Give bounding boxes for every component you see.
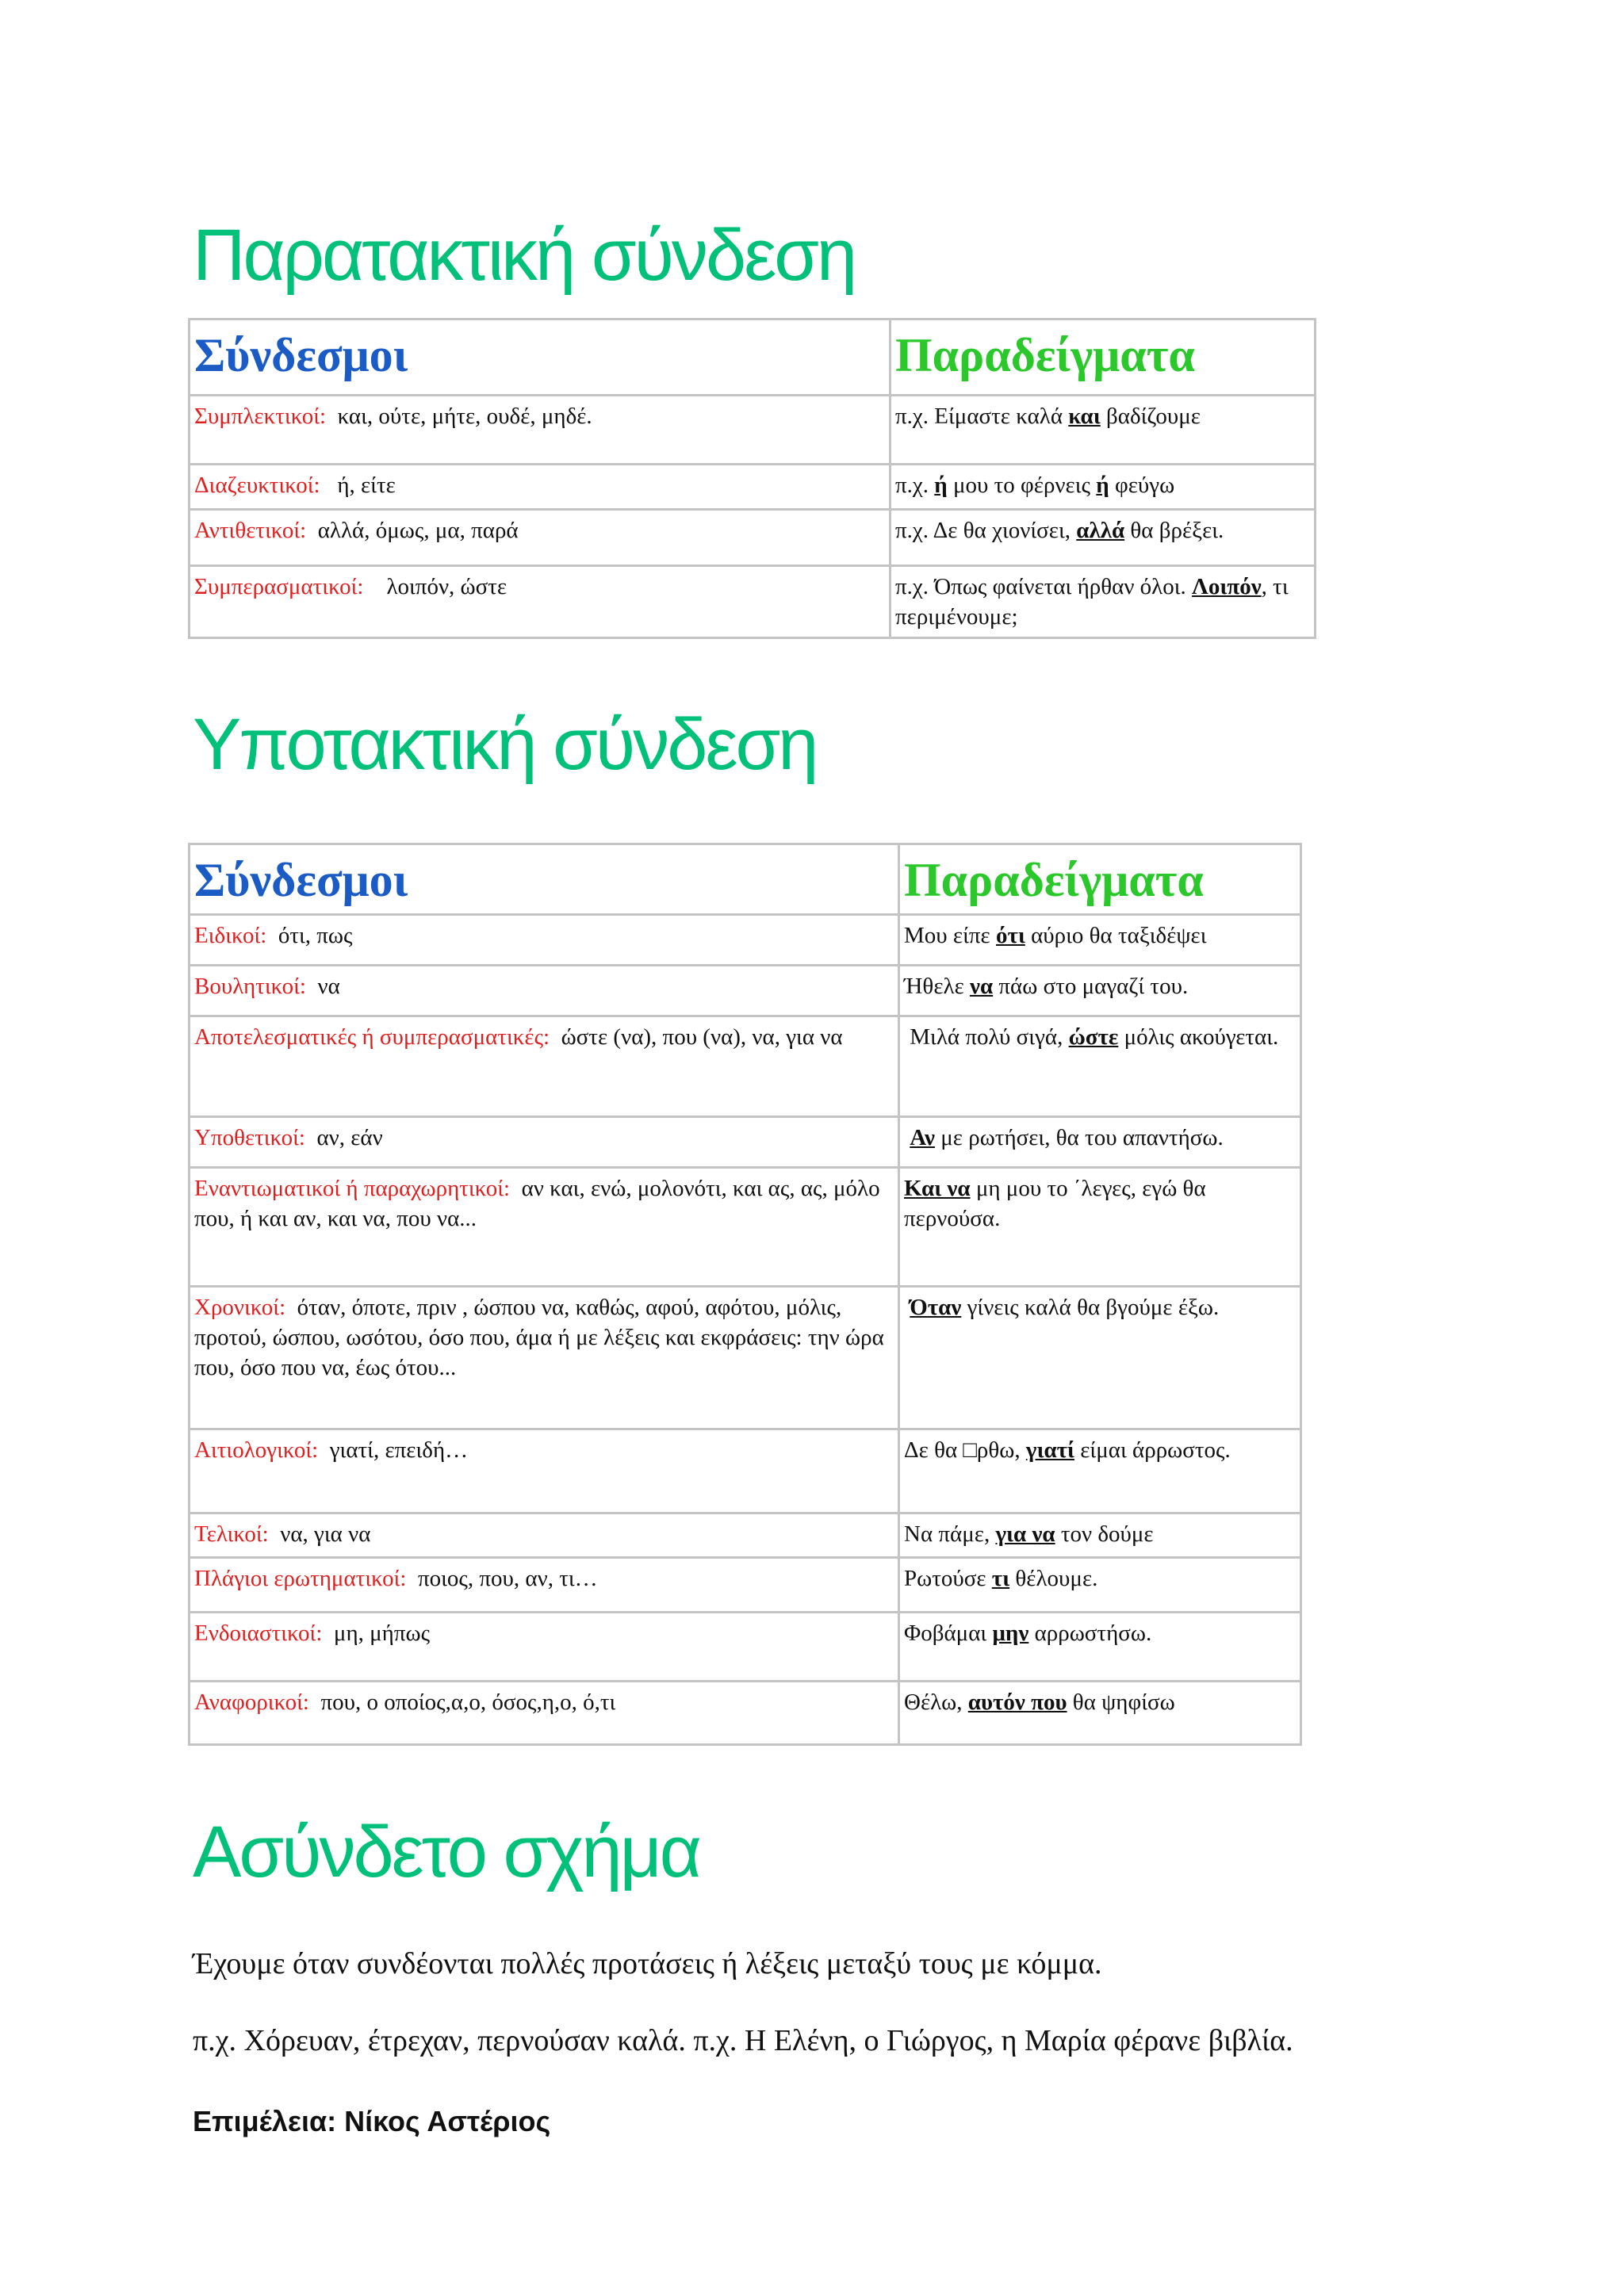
asyndeton-heading: Ασύνδετο σχήμα	[193, 1812, 699, 1892]
example-keyword: Και να	[904, 1176, 971, 1201]
conjunction-cell	[190, 1016, 899, 1117]
example-cell	[899, 1429, 1301, 1513]
header-conjunctions: Σύνδεσμοι	[190, 320, 891, 396]
table-row	[190, 1117, 1301, 1168]
example-keyword: αυτόν που	[967, 1689, 1067, 1715]
table-row	[190, 966, 1301, 1016]
category-label: Υποθετικοί:	[194, 1125, 305, 1150]
table-row	[190, 1682, 1301, 1745]
conjunction-cell	[190, 915, 899, 966]
conjunction-words: αν, εάν	[316, 1125, 383, 1150]
example-text: Μου είπε	[904, 923, 996, 948]
example-cell	[891, 566, 1316, 638]
example-text: γίνεις καλά θα βγούμε έξω.	[961, 1295, 1220, 1320]
example-text: αύριο θα ταξιδέψει	[1025, 923, 1207, 948]
category-label: Τελικοί:	[194, 1521, 269, 1547]
table-row	[190, 510, 1316, 566]
category-label: Εναντιωματικοί ή παραχωρητικοί:	[194, 1176, 511, 1201]
example-cell	[899, 1558, 1301, 1613]
example-text: Να πάμε,	[904, 1521, 996, 1547]
example-cell	[899, 1117, 1301, 1168]
table-row	[190, 1429, 1301, 1513]
conjunction-cell	[190, 1558, 899, 1613]
category-label: Αναφορικοί:	[194, 1689, 309, 1715]
example-cell	[899, 1016, 1301, 1117]
header-examples: Παραδείγματα	[891, 320, 1316, 396]
conjunction-cell	[190, 1682, 899, 1745]
table-header-row	[190, 844, 1301, 915]
example-keyword: ώστε	[1068, 1024, 1119, 1050]
category-label: Χρονικοί:	[194, 1295, 286, 1320]
example-keyword: ότι	[995, 923, 1025, 948]
table-row	[190, 915, 1301, 966]
table-row	[190, 1016, 1301, 1117]
example-text: με ρωτήσει, θα του απαντήσω.	[935, 1125, 1224, 1150]
conjunction-words: όταν, όποτε, πριν , ώσπου να, καθώς, αφού, αφότου, μόλις, προτού, ώσπου, ωσότου, όσο που, άμα ή με λέξεις και εκφράσεις: την ώρα που, όσο που να, έως ότου...	[194, 1295, 884, 1380]
example-text: Μιλά πολύ σιγά,	[910, 1024, 1069, 1050]
conjunction-cell	[190, 465, 891, 510]
example-keyword: ή	[1096, 473, 1109, 498]
example-text: είμαι άρρωστος.	[1074, 1437, 1231, 1463]
conjunction-cell	[190, 1429, 899, 1513]
example-keyword: τι	[991, 1566, 1010, 1591]
example-keyword: Αν	[910, 1125, 935, 1150]
example-text: π.χ. Όπως φαίνεται ήρθαν όλοι.	[895, 574, 1193, 599]
example-cell	[891, 465, 1316, 510]
example-text: βαδίζουμε	[1100, 404, 1201, 429]
example-keyword: αλλά	[1076, 518, 1125, 543]
example-cell	[899, 1682, 1301, 1745]
conjunction-words: ώστε (να), που (να), να, για να	[561, 1024, 843, 1050]
example-text: Ήθελε	[904, 974, 970, 999]
header-conjunctions: Σύνδεσμοι	[190, 844, 899, 915]
example-keyword: να	[970, 974, 994, 999]
conjunction-words: γιατί, επειδή…	[329, 1437, 469, 1463]
conjunction-words: λοιπόν, ώστε	[386, 574, 508, 599]
example-cell	[899, 915, 1301, 966]
asyndeton-definition: Έχουμε όταν συνδέονται πολλές προτάσεις ή λέξεις μεταξύ τους με κόμμα.	[193, 1947, 1102, 1980]
conjunction-words: να	[317, 974, 340, 999]
category-label: Συμπερασματικοί:	[194, 574, 364, 599]
example-keyword: Λοιπόν	[1192, 574, 1262, 599]
conjunction-words: να, για να	[280, 1521, 371, 1547]
example-keyword: μην	[992, 1621, 1029, 1646]
example-cell	[899, 1613, 1301, 1682]
example-keyword: γιατί	[1025, 1437, 1074, 1463]
table-row	[190, 1168, 1301, 1287]
example-text: Δε θα □ρθω,	[904, 1437, 1026, 1463]
category-label: Αιτιολογικοί:	[194, 1437, 319, 1463]
example-text: π.χ. Είμαστε καλά	[895, 404, 1069, 429]
example-text: θα ψηφίσω	[1067, 1689, 1175, 1715]
example-keyword: και	[1068, 404, 1101, 429]
category-label: Ειδικοί:	[194, 923, 267, 948]
conjunction-words: που, ο οποίος,α,ο, όσος,η,ο, ό,τι	[320, 1689, 616, 1715]
example-cell	[899, 1168, 1301, 1287]
example-text: Ρωτούσε	[904, 1566, 992, 1591]
example-text: μου το φέρνεις	[947, 473, 1097, 498]
example-text: π.χ. Δε θα χιονίσει,	[895, 518, 1077, 543]
example-cell	[899, 1287, 1301, 1429]
table-row	[190, 1287, 1301, 1429]
conjunction-words: και, ούτε, μήτε, ουδέ, μηδέ.	[337, 404, 592, 429]
example-keyword: Όταν	[910, 1295, 962, 1320]
conjunction-words: ότι, πως	[278, 923, 353, 948]
example-keyword: για να	[995, 1521, 1055, 1547]
category-label: Ενδοιαστικοί:	[194, 1621, 323, 1646]
example-text: Θέλω,	[904, 1689, 968, 1715]
editor-credit: Επιμέλεια: Νίκος Αστέριος	[193, 2105, 551, 2137]
table-row	[190, 396, 1316, 465]
conjunction-cell	[190, 1287, 899, 1429]
example-text: φεύγω	[1109, 473, 1175, 498]
asyndeton-examples: π.χ. Χόρευαν, έτρεχαν, περνούσαν καλά. π.χ. Η Ελένη, ο Γιώργος, η Μαρία φέρανε βιβλία.	[193, 2024, 1293, 2057]
table-header-row	[190, 320, 1316, 396]
category-label: Αποτελεσματικές ή συμπερασματικές:	[194, 1024, 550, 1050]
category-label: Πλάγιοι ερωτηματικοί:	[194, 1566, 407, 1591]
example-text: πάω στο μαγαζί του.	[993, 974, 1189, 999]
conjunction-cell	[190, 566, 891, 638]
conjunction-cell	[190, 1168, 899, 1287]
hypotactic-table	[188, 843, 1302, 1746]
paratactic-table	[188, 318, 1316, 639]
table-row	[190, 1613, 1301, 1682]
conjunction-cell	[190, 1613, 899, 1682]
example-cell	[899, 1513, 1301, 1558]
example-text: Φοβάμαι	[904, 1621, 993, 1646]
conjunction-cell	[190, 396, 891, 465]
example-text: τον δούμε	[1055, 1521, 1154, 1547]
example-text: αρρωστήσω.	[1028, 1621, 1152, 1646]
example-text: μη μου το ΄λεγες, εγώ θα περνούσα.	[904, 1176, 1206, 1231]
category-label: Αντιθετικοί:	[194, 518, 307, 543]
conjunction-words: ποιος, που, αν, τι…	[417, 1566, 598, 1591]
conjunction-words: ή, είτε	[337, 473, 396, 498]
example-cell	[891, 396, 1316, 465]
category-label: Συμπλεκτικοί:	[194, 404, 327, 429]
table-row	[190, 1513, 1301, 1558]
example-text: θέλουμε.	[1009, 1566, 1098, 1591]
example-text: μόλις ακούγεται.	[1118, 1024, 1279, 1050]
hypotactic-heading: Υποτακτική σύνδεση	[193, 704, 817, 785]
example-cell	[891, 510, 1316, 566]
conjunction-words: μη, μήπως	[333, 1621, 431, 1646]
category-label: Διαζευκτικοί:	[194, 473, 320, 498]
example-text: , τι περιμένουμε;	[895, 574, 1289, 629]
table-row	[190, 465, 1316, 510]
paratactic-heading: Παρατακτική σύνδεση	[193, 215, 856, 296]
example-keyword: ή	[934, 473, 948, 498]
conjunction-cell	[190, 510, 891, 566]
conjunction-cell	[190, 1513, 899, 1558]
conjunction-words: αν και, ενώ, μολονότι, και ας, ας, μόλο που, ή και αν, και να, που να...	[194, 1176, 880, 1231]
example-text: π.χ.	[895, 473, 935, 498]
table-row	[190, 1558, 1301, 1613]
table-row	[190, 566, 1316, 638]
example-cell	[899, 966, 1301, 1016]
conjunction-cell	[190, 1117, 899, 1168]
conjunction-cell	[190, 966, 899, 1016]
header-examples: Παραδείγματα	[899, 844, 1301, 915]
conjunction-words: αλλά, όμως, μα, παρά	[317, 518, 519, 543]
category-label: Βουλητικοί:	[194, 974, 306, 999]
example-text: θα βρέξει.	[1124, 518, 1224, 543]
